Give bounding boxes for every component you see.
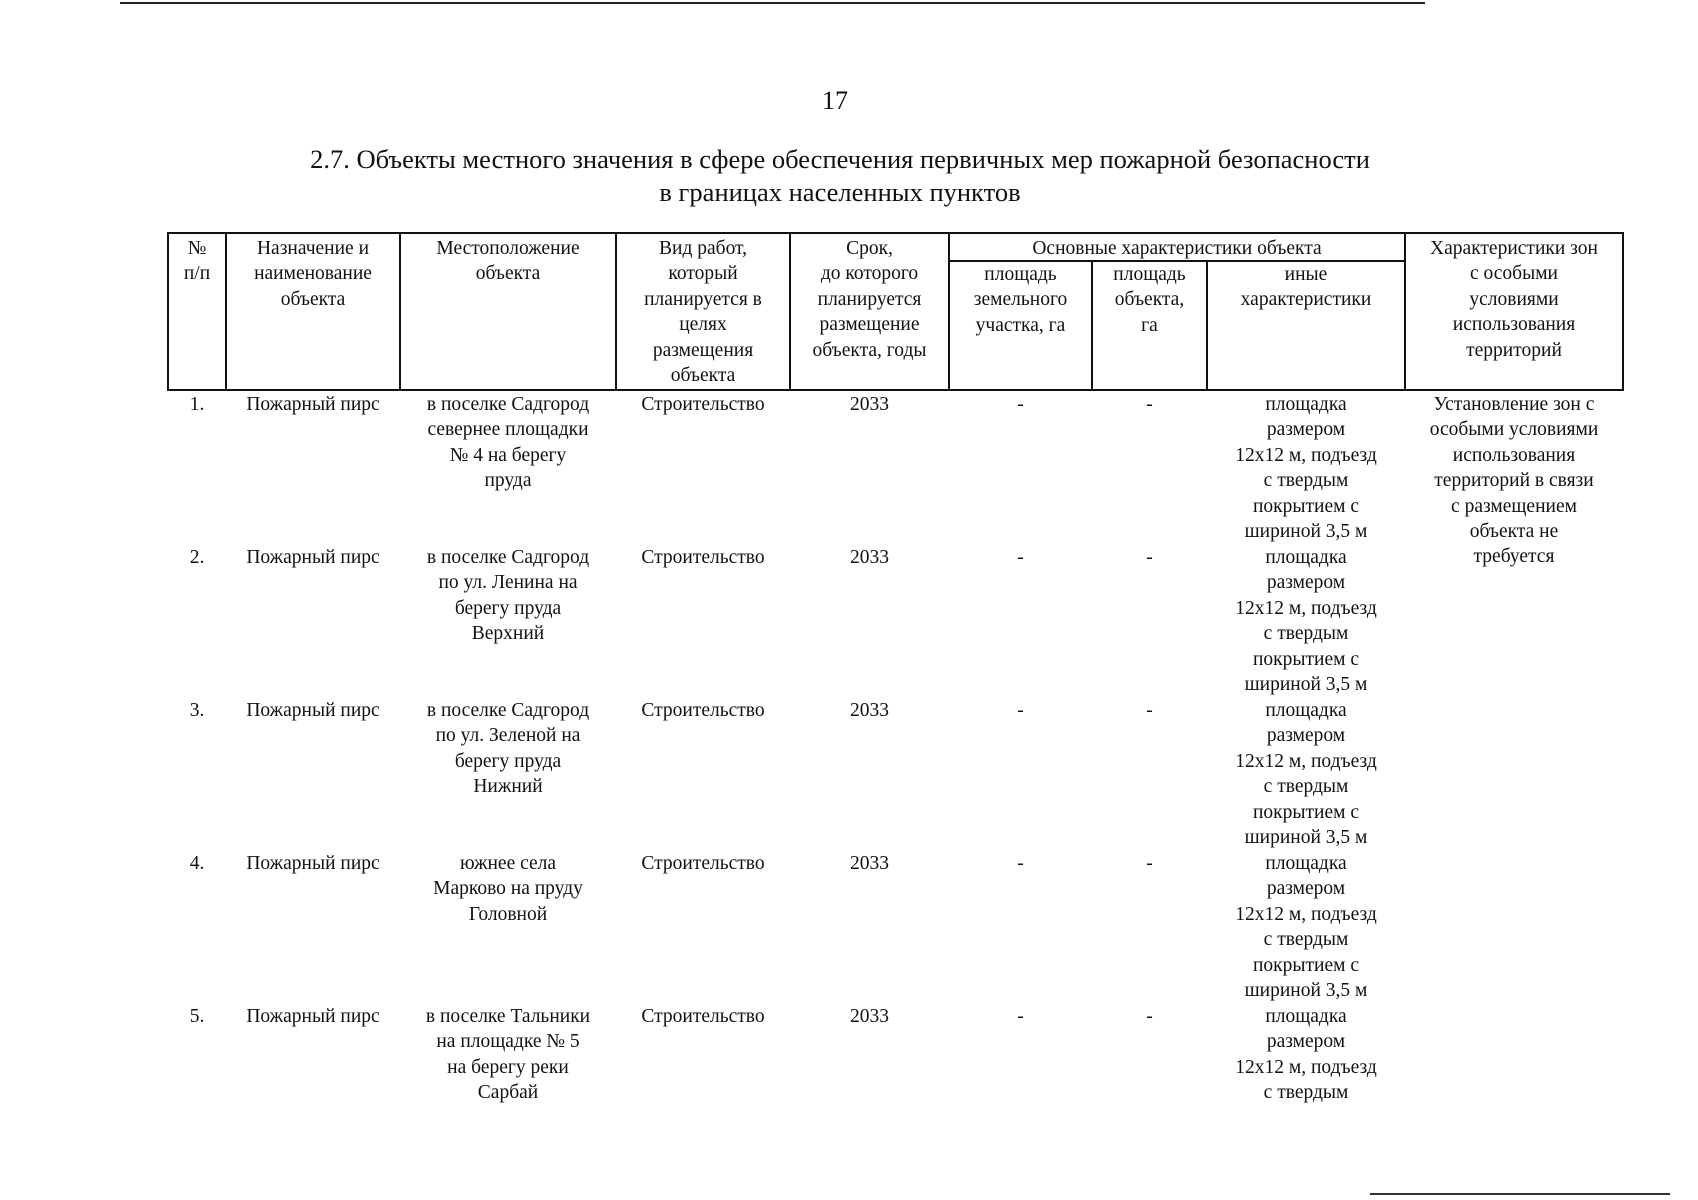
object-area: -: [1146, 394, 1153, 415]
header-work-type: Вид работ, который планируется в целях размещения объекта: [644, 238, 762, 387]
land-area: -: [1017, 700, 1024, 721]
work-type: Строительство: [641, 853, 765, 874]
object-area: -: [1146, 1006, 1153, 1027]
object-location: в поселке Садгород по ул. Ленина на берегу пруда Верхний: [426, 547, 590, 645]
object-location: южнее села Марково на пруду Головной: [433, 853, 583, 925]
row-number: 2.: [189, 547, 205, 568]
work-type: Строительство: [641, 1006, 765, 1027]
page-number: 17: [822, 86, 848, 115]
col-divider: [1622, 232, 1624, 391]
object-name: Пожарный пирс: [246, 1006, 380, 1027]
zones-note: Установление зон с особыми условиями использования территорий в связи с размещением объекта не требуется: [1429, 394, 1599, 568]
object-location: в поселке Тальники на площадке № 5 на берегу реки Сарбай: [425, 1006, 591, 1104]
bottom-rule: [1370, 1193, 1670, 1195]
header-land-area: площадь земельного участка, га: [973, 264, 1068, 336]
object-name: Пожарный пирс: [246, 547, 380, 568]
other-characteristics: площадка размером 12x12 м, подъезд с твердым: [1235, 1006, 1377, 1104]
work-type: Строительство: [641, 547, 765, 568]
work-type: Строительство: [641, 394, 765, 415]
title-line-1: 2.7. Объекты местного значения в сфере обеспечения первичных мер пожарной безопасности: [310, 144, 1370, 174]
header-object-area: площадь объекта, га: [1113, 264, 1186, 336]
header-location: Местоположение объекта: [436, 238, 580, 285]
other-characteristics: площадка размером 12x12 м, подъезд с твердым покрытием с шириной 3,5 м: [1235, 547, 1377, 696]
header-main-characteristics: Основные характеристики объекта: [1032, 238, 1322, 259]
object-location: в поселке Садгород севернее площадки № 4 на берегу пруда: [426, 394, 590, 492]
land-area: -: [1017, 394, 1024, 415]
land-area: -: [1017, 853, 1024, 874]
term-year: 2033: [850, 394, 889, 415]
object-area: -: [1146, 547, 1153, 568]
header-num: № п/п: [183, 238, 211, 285]
land-area: -: [1017, 547, 1024, 568]
object-location: в поселке Садгород по ул. Зеленой на берегу пруда Нижний: [426, 700, 590, 798]
term-year: 2033: [850, 547, 889, 568]
other-characteristics: площадка размером 12x12 м, подъезд с твердым покрытием с шириной 3,5 м: [1235, 853, 1377, 1002]
land-area: -: [1017, 1006, 1024, 1027]
header-zone-characteristics: Характеристики зон с особыми условиями использования территорий: [1430, 238, 1598, 361]
work-type: Строительство: [641, 700, 765, 721]
object-name: Пожарный пирс: [246, 853, 380, 874]
header-name: Назначение и наименование объекта: [254, 238, 372, 310]
term-year: 2033: [850, 1006, 889, 1027]
term-year: 2033: [850, 700, 889, 721]
header-term: Срок, до которого планируется размещение объекта, годы: [812, 238, 927, 361]
row-number: 3.: [189, 700, 205, 721]
other-characteristics: площадка размером 12x12 м, подъезд с твердым покрытием с шириной 3,5 м: [1235, 394, 1377, 543]
title-line-2: в границах населенных пунктов: [659, 177, 1021, 207]
header-other-characteristics: иные характеристики: [1240, 264, 1372, 311]
object-name: Пожарный пирс: [246, 700, 380, 721]
row-number: 5.: [189, 1006, 205, 1027]
object-area: -: [1146, 700, 1153, 721]
row-number: 1.: [189, 394, 205, 415]
object-area: -: [1146, 853, 1153, 874]
term-year: 2033: [850, 853, 889, 874]
object-name: Пожарный пирс: [246, 394, 380, 415]
other-characteristics: площадка размером 12x12 м, подъезд с твердым покрытием с шириной 3,5 м: [1235, 700, 1377, 849]
row-number: 4.: [189, 853, 205, 874]
